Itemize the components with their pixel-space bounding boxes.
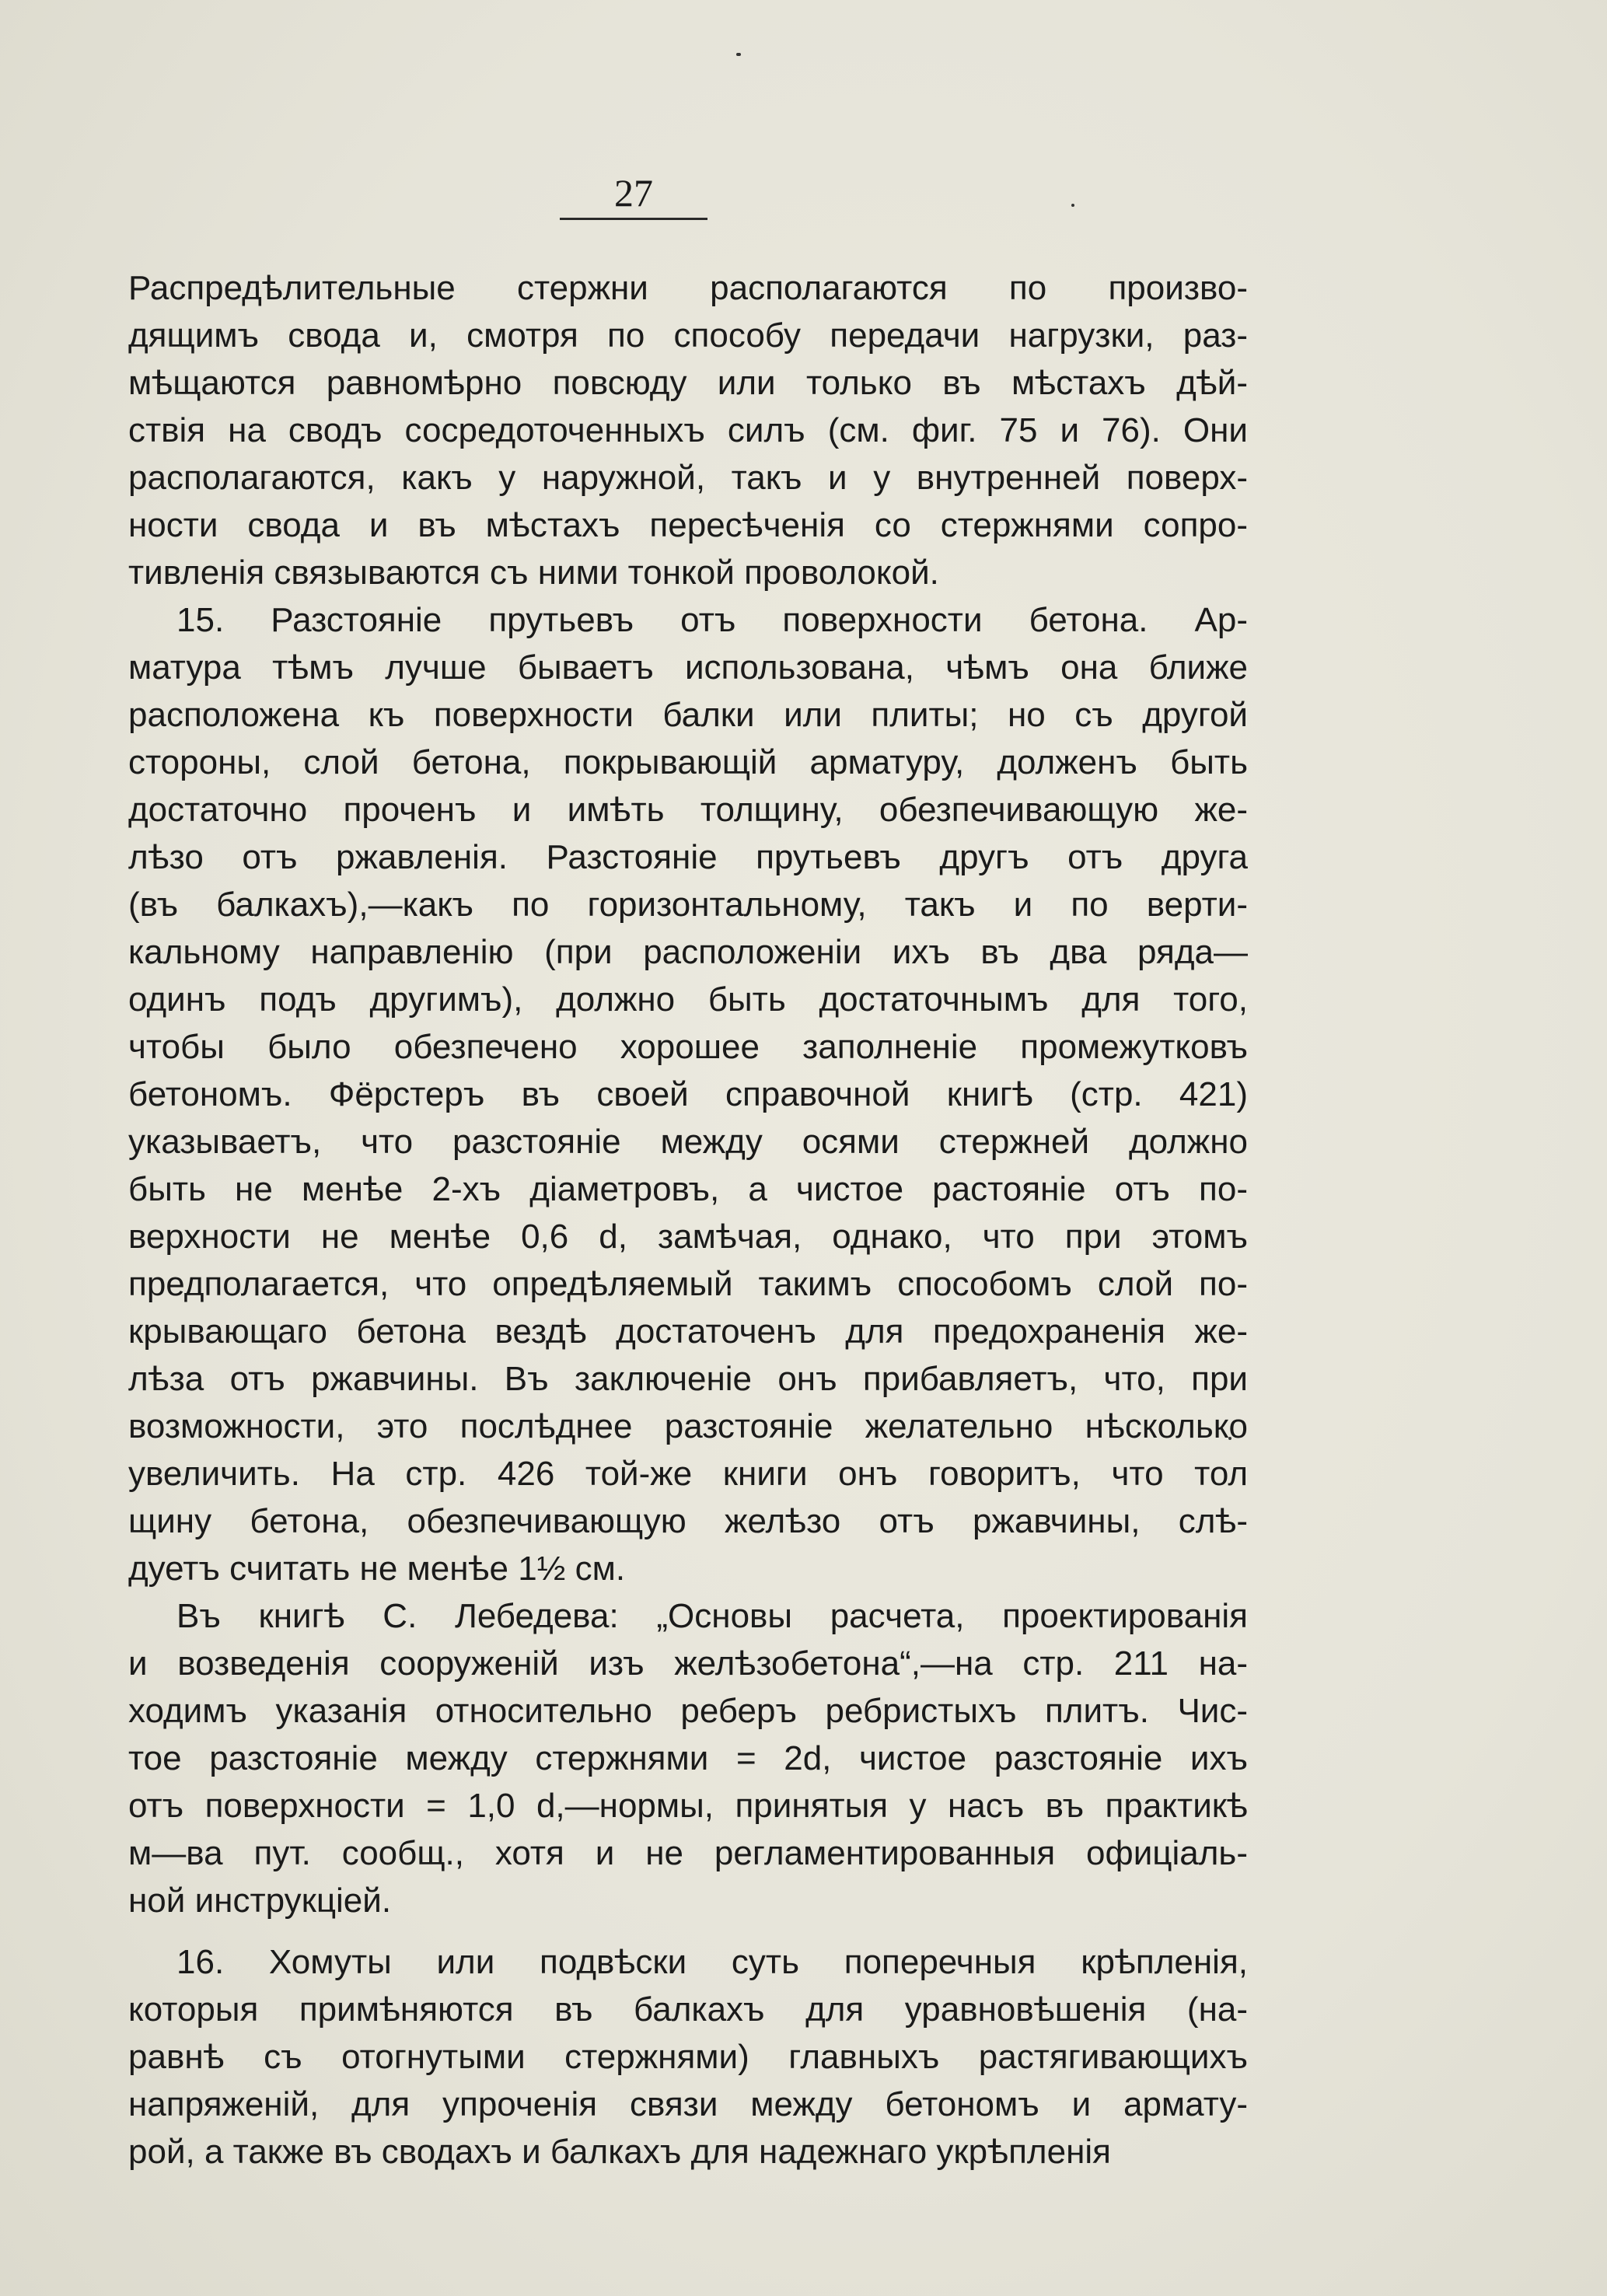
text-line: равнѣ съ отогнутыми стержнями) главныхъ растягивающихъ xyxy=(128,2038,1248,2076)
text-line: лѣзо отъ ржавленія. Разстояніе прутьевъ другъ отъ друга xyxy=(128,838,1248,876)
text-line: ности свода и въ мѣстахъ пересѣченія со стержнями сопро- xyxy=(128,506,1248,544)
text-line: лѣза отъ ржавчины. Въ заключеніе онъ прибавляетъ, что, при xyxy=(128,1360,1248,1398)
text-line: кальному направленію (при расположеніи ихъ въ два ряда— xyxy=(128,933,1248,971)
section-gap xyxy=(128,1924,1248,1938)
text-line: дящимъ свода и, смотря по способу передачи нагрузки, раз- xyxy=(128,316,1248,355)
text-line: 16. Хомуты или подвѣски суть поперечныя крѣпленія, xyxy=(176,1943,1248,1981)
text-line: достаточно проченъ и имѣть толщину, обезпечивающую же- xyxy=(128,791,1248,829)
text-line: тое разстояніе между стержнями = 2d, чистое разстояніе ихъ xyxy=(128,1739,1248,1777)
text-line: которыя примѣняются въ балкахъ для уравновѣшенія (на- xyxy=(128,1990,1248,2029)
text-line: рой, а также въ сводахъ и балкахъ для надежнаго укрѣпленія xyxy=(128,2133,1111,2171)
text-line: возможности, это послѣднее разстояніе желательно нѣсколько xyxy=(128,1407,1248,1445)
text-line: щину бетона, обезпечивающую желѣзо отъ ржавчины, слѣ- xyxy=(128,1502,1248,1540)
page-number-rule xyxy=(560,218,707,220)
text-line: увеличить. На стр. 426 той-же книги онъ говоритъ, что тол xyxy=(128,1455,1248,1493)
text-line: расположена къ поверхности балки или плиты; но съ другой xyxy=(128,696,1248,734)
text-line: матура тѣмъ лучше бываетъ использована, чѣмъ она ближе xyxy=(128,648,1248,687)
text-line: дуетъ считать не менѣе 1½ см. xyxy=(128,1550,626,1588)
text-line: указываетъ, что разстояніе между осями стержней должно xyxy=(128,1123,1248,1161)
text-line: ной инструкціей. xyxy=(128,1882,392,1920)
text-line: одинъ подъ другимъ), должно быть достаточнымъ для того, xyxy=(128,980,1248,1019)
text-line: и возведенія сооруженій изъ желѣзобетона“,—на стр. 211 на- xyxy=(128,1644,1248,1683)
text-line: отъ поверхности = 1,0 d,—нормы, принятыя у насъ въ практикѣ xyxy=(128,1787,1248,1825)
text-line: предполагается, что опредѣляемый такимъ способомъ слой по- xyxy=(128,1265,1248,1303)
text-line: мѣщаются равномѣрно повсюду или только въ мѣстахъ дѣй- xyxy=(128,364,1248,402)
text-line: верхности не менѣе 0,6 d, замѣчая, однако, что при этомъ xyxy=(128,1218,1248,1256)
text-line: быть не менѣе 2-хъ діаметровъ, а чистое растояніе отъ по- xyxy=(128,1170,1248,1208)
text-line: бетономъ. Фёрстеръ въ своей справочной книгѣ (стр. 421) xyxy=(128,1075,1248,1113)
paragraph xyxy=(128,1592,1248,1924)
ink-speck xyxy=(1071,204,1074,207)
ink-speck xyxy=(736,53,741,56)
text-line: (въ балкахъ),—какъ по горизонтальному, такъ и по верти- xyxy=(128,886,1248,924)
body-text xyxy=(128,264,1248,2175)
text-line: Распредѣлительные стержни располагаются по произво- xyxy=(128,269,1248,307)
text-line: стороны, слой бетона, покрывающій арматуру, долженъ быть xyxy=(128,743,1248,781)
text-line: крывающаго бетона вездѣ достаточенъ для предохраненія же- xyxy=(128,1312,1248,1351)
text-line: чтобы было обезпечено хорошее заполненіе промежутковъ xyxy=(128,1028,1248,1066)
text-line: располагаются, какъ у наружной, такъ и у внутренней поверх- xyxy=(128,459,1248,497)
text-line: напряженій, для упроченія связи между бетономъ и армату- xyxy=(128,2085,1248,2123)
text-line: ствія на сводъ сосредоточенныхъ силъ (см. фиг. 75 и 76). Они xyxy=(128,411,1248,449)
paragraph xyxy=(128,1938,1248,2175)
text-line: 15. Разстояніе прутьевъ отъ поверхности бетона. Ар- xyxy=(176,601,1248,639)
text-line: тивленія связываются съ ними тонкой проволокой. xyxy=(128,554,939,592)
text-line: ходимъ указанія относительно реберъ ребристыхъ плитъ. Чис- xyxy=(128,1692,1248,1730)
paragraph xyxy=(128,264,1248,596)
paragraph xyxy=(128,596,1248,1592)
text-line: м—ва пут. сообщ., хотя и не регламентированныя офиціаль- xyxy=(128,1834,1248,1872)
page-number: 27 xyxy=(614,171,653,215)
text-line: Въ книгѣ С. Лебедева: „Основы расчета, проектированія xyxy=(176,1597,1248,1635)
